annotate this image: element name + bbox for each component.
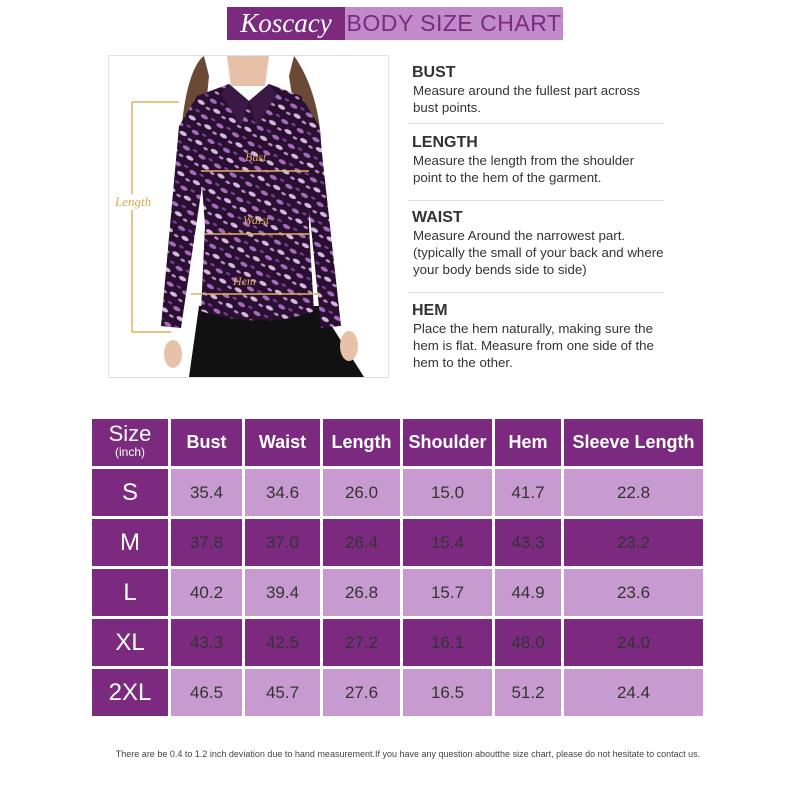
model-figure [108,55,389,378]
hem-label: Hem [233,274,256,288]
hem-definition-text: Place the hem naturally, making sure the hem is flat. Measure from one side of the hem to the other. [413,321,654,370]
table-cell: 34.6 [245,469,320,516]
table-cell: 43.3 [495,519,561,566]
chart-header [227,7,563,40]
table-cell: 16.1 [403,619,492,666]
table-cell: 15.4 [403,519,492,566]
bust-definition [408,64,664,116]
divider [408,200,664,201]
table-cell: 37.0 [245,519,320,566]
column-header-hem: Hem [495,419,561,466]
bust-definition-text: Measure around the fullest part across bust points. [413,83,640,115]
table-cell: 37.8 [171,519,242,566]
bust-definition-title: BUST [412,64,456,81]
size-label: M [92,519,168,566]
size-unit-label: (inch) [114,444,145,459]
column-header-sleeve-length: Sleeve Length [564,419,703,466]
table-cell: 45.7 [245,669,320,716]
table-row [92,619,703,666]
hem-definition-title: HEM [412,302,448,319]
table-cell: 16.5 [403,669,492,716]
table-cell: 22.8 [564,469,703,516]
size-label: 2XL [92,669,168,716]
table-cell: 48.0 [495,619,561,666]
column-header-bust: Bust [171,419,242,466]
brand-logo: Koscacy [227,7,345,40]
table-cell: 26.8 [323,569,400,616]
table-row [92,569,703,616]
length-definition-title: LENGTH [412,134,478,151]
table-cell: 24.0 [564,619,703,666]
table-header-row [92,419,703,466]
table-cell: 27.6 [323,669,400,716]
table-cell: 46.5 [171,669,242,716]
table-cell: 35.4 [171,469,242,516]
divider [408,123,664,124]
table-cell: 23.2 [564,519,703,566]
table-cell: 24.4 [564,669,703,716]
table-cell: 41.7 [495,469,561,516]
page-title: BODY SIZE CHART [345,7,563,40]
table-row [92,519,703,566]
hem-definition [408,302,664,371]
table-cell: 40.2 [171,569,242,616]
size-label: L [92,569,168,616]
table-cell: 39.4 [245,569,320,616]
size-label: S [92,469,168,516]
bust-label: Bust [245,150,267,164]
divider [408,292,664,293]
table-cell: 51.2 [495,669,561,716]
table-cell: 26.4 [323,519,400,566]
table-cell: 15.7 [403,569,492,616]
table-cell: 42.5 [245,619,320,666]
length-label: Length [115,194,152,209]
column-header-waist: Waist [245,419,320,466]
size-column-header [92,419,168,466]
length-definition [408,134,664,186]
table-cell: 27.2 [323,619,400,666]
size-header-label: Size [108,420,152,446]
table-cell: 26.0 [323,469,400,516]
table-cell: 43.3 [171,619,242,666]
waist-label: Waist [243,213,270,227]
table-cell: 44.9 [495,569,561,616]
size-label: XL [92,619,168,666]
waist-definition [408,209,664,278]
waist-definition-title: WAIST [412,209,463,226]
length-definition-text: Measure the length from the shoulder point to the hem of the garment. [413,153,635,185]
table-row [92,669,703,716]
waist-definition-text: Measure Around the narrowest part. (typically the small of your back and where your body bends side to side) [413,228,664,277]
table-row [92,469,703,516]
size-table [89,416,706,719]
column-header-shoulder: Shoulder [403,419,492,466]
column-header-length: Length [323,419,400,466]
table-cell: 23.6 [564,569,703,616]
footnote: There are be 0.4 to 1.2 inch deviation due to hand measurement.If you have any question aboutthe size chart, please do not hesitate to contact us. [115,749,701,759]
table-cell: 15.0 [403,469,492,516]
